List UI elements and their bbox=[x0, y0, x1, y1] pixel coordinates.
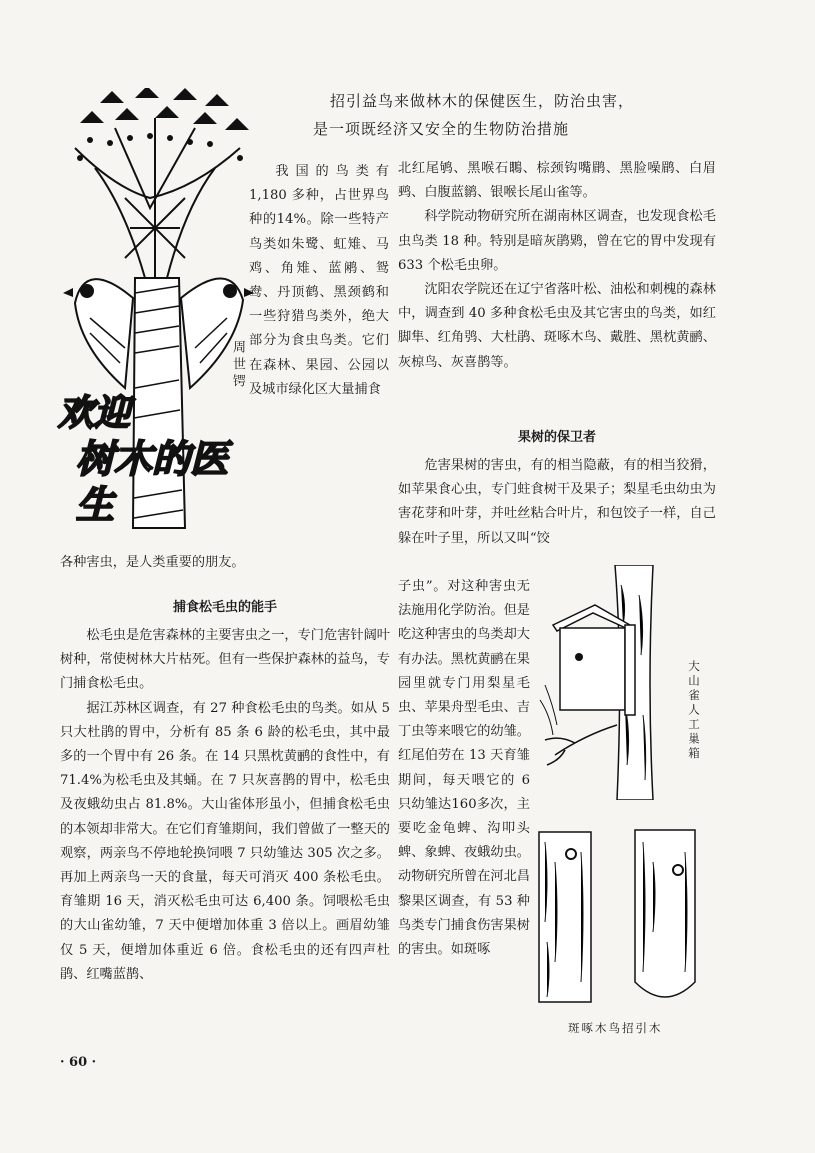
right-paragraph-3: 沈阳农学院还在辽宁省落叶松、油松和刺槐的森林中，调查到 40 多种食松毛虫及其它害虫的鸟类，如红脚隼、红角鸮、大杜鹃、斑啄木鸟、戴胜、黑枕黄鹂、灰椋鸟、灰喜鹊等。 bbox=[398, 282, 716, 370]
intro-tail-text: 各种害虫，是人类重要的朋友。 bbox=[60, 555, 245, 570]
section1-paragraph-1: 松毛虫是危害森林的主要害虫之一，专门危害针阔叶树种，常使树林大片枯死。但有一些保护森林的益鸟，专门捕食松毛虫。 bbox=[60, 628, 390, 692]
intro-column bbox=[249, 160, 389, 402]
subtitle-line-2: 是一项既经济又安全的生物防治措施 bbox=[313, 120, 570, 138]
woodpecker-log-illustration bbox=[535, 822, 725, 1012]
nestbox-illustration bbox=[535, 565, 675, 800]
author-name: 周世锷 bbox=[230, 340, 245, 391]
section1-paragraph-2: 据江苏林区调查，有 27 种食松毛虫的鸟类。如从 5 只大杜鹃的胃中，分析有 85 条 6 龄的松毛虫，其中最多的一个胃中有 26 条。在 14 只黑枕黄鹂的食性中，有 71.4%为松毛虫及其蛹。在 7 只灰喜鹊的胃中，松毛虫及夜蛾幼虫占 81.8%。大山雀体形虽小，但捕食松毛虫的本领却非常大。在它们育雏期间，我们曾做了一整天的观察，两亲鸟不停地轮换饲喂 7 只幼雏达 305 次之多。再加上两亲鸟一天的食量，每天可消灭 400 条松毛虫。育雏期 16 天，消灭松毛虫可达 6,400 条。饲喂松毛虫的大山雀幼雏，7 天中便增加体重 3 倍以上。画眉幼雏仅 5 天，便增加体重近 6 倍。食松毛虫的还有四声杜鹃、红嘴蓝鹊、 bbox=[60, 700, 390, 982]
caption-nestbox: 大山雀人工巢箱 bbox=[687, 660, 701, 762]
section-heading-pine-caterpillar: 捕食松毛虫的能手 bbox=[172, 600, 277, 615]
title-art-line-1: 欢迎 bbox=[58, 393, 131, 434]
right-paragraph-1: 北红尾鸲、黑喉石䳭、棕颈钩嘴鹛、黑脸噪鹛、白眉鹀、白腹蓝鹟、银喉长尾山雀等。 bbox=[398, 161, 716, 201]
title-art bbox=[58, 392, 248, 528]
section1-body bbox=[60, 624, 390, 987]
right-column-top bbox=[398, 157, 716, 375]
intro-paragraph: 我国的鸟类有 1,180 多种，占世界鸟种的14%。除一些特产鸟类如朱鹭、虹雉、马鸡、角雉、蓝鹇、鸳鸯、丹顶鹤、黑颈鹤和一些狩猎鸟类外，绝大部分为食虫鸟类。它们在森林、果园、公园以及城市绿化区大量捕食 bbox=[249, 164, 389, 397]
caption-woodpecker-log: 斑啄木鸟招引木 bbox=[568, 1021, 663, 1035]
right-paragraph-2: 科学院动物研究所在湖南林区调查，也发现食松毛虫鸟类 18 种。特别是暗灰鹃䴗，曾在它的胃中发现有 633 个松毛虫卵。 bbox=[398, 209, 716, 273]
section2-intro bbox=[398, 454, 716, 551]
section2-paragraph-1: 危害果树的害虫，有的相当隐蔽，有的相当狡猾，如苹果食心虫，专门蛀食树干及果子；梨星毛虫幼虫为害花芽和叶芽，并吐丝粘合叶片，和包饺子一样，自己躲在叶子里，所以又叫“饺 bbox=[398, 458, 716, 546]
section2-narrow bbox=[398, 575, 530, 962]
subtitle-line-1: 招引益鸟来做林木的保健医生，防治虫害， bbox=[330, 92, 635, 110]
page-number: · 60 · bbox=[60, 1055, 97, 1070]
section2-paragraph-2: 子虫”。对这种害虫无法施用化学防治。但是吃这种害虫的鸟类却大有办法。黑枕黄鹂在果园里就专门用梨星毛虫、苹果舟型毛虫、吉丁虫等来喂它的幼雏。红尾伯劳在 13 天育雏期间，每天喂它的 6 只幼雏达160多次，主要吃金龟蜱、沟叩头蜱、象蜱、夜蛾幼虫。动物研究所曾在河北昌黎果区调查，有 53 种鸟类专门捕食伤害果树的害虫。如斑啄 bbox=[398, 579, 530, 958]
section-heading-fruit-tree: 果树的保卫者 bbox=[517, 430, 596, 445]
title-art-line-2: 树木的医生 bbox=[76, 437, 229, 527]
intro-tail bbox=[60, 551, 390, 575]
